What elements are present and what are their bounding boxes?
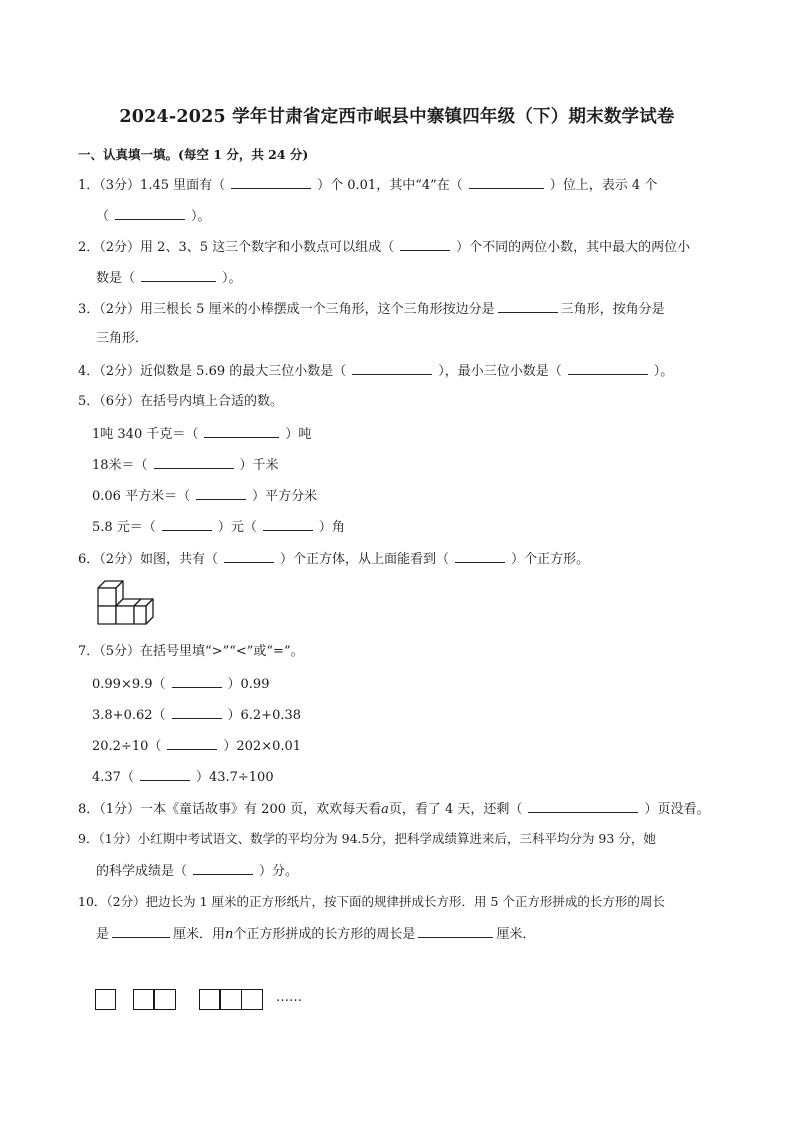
question-5-item-1: 1吨 340 千克＝（ ）吨 bbox=[92, 427, 312, 442]
square-3a bbox=[199, 989, 220, 1010]
question-5-stem: 5．（6分）在括号内填上合适的数。 bbox=[78, 394, 284, 409]
square-1 bbox=[95, 989, 116, 1010]
answer-blank[interactable] bbox=[352, 362, 432, 375]
answer-blank[interactable] bbox=[140, 768, 190, 781]
question-2-line-2: 数是（ ）。 bbox=[96, 271, 242, 286]
answer-blank[interactable] bbox=[167, 737, 217, 750]
answer-blank[interactable] bbox=[154, 456, 234, 469]
question-7-item-3: 20.2÷10（ ）202×0.01 bbox=[92, 739, 302, 754]
question-1-line-2: （ ）。 bbox=[96, 209, 211, 224]
question-3-line-2: 三角形． bbox=[96, 331, 149, 346]
question-7-stem: 7．（5分）在括号里填“>”“<”或“=”。 bbox=[78, 644, 304, 659]
answer-blank[interactable] bbox=[469, 176, 544, 189]
question-7-item-2: 3.8+0.62（ ）6.2+0.38 bbox=[92, 708, 302, 723]
answer-blank[interactable] bbox=[172, 675, 222, 688]
question-2-line-1: 2．（2分）用 2、3、5 这三个数字和小数点可以组成（ ）个不同的两位小数，其中最大的两位小 bbox=[78, 240, 691, 255]
square-2b bbox=[154, 989, 176, 1010]
answer-blank[interactable] bbox=[224, 550, 274, 563]
answer-blank[interactable] bbox=[455, 550, 505, 563]
question-9-line-2: 的科学成绩是（ ）分。 bbox=[96, 864, 299, 879]
question-6: 6．（2分）如图，共有（ ）个正方体，从上面能看到（ ）个正方形。 bbox=[78, 552, 590, 567]
answer-blank[interactable] bbox=[231, 176, 311, 189]
square-2a bbox=[133, 989, 154, 1010]
cubes-figure bbox=[96, 578, 158, 628]
question-5-item-2: 18米＝（ ）千米 bbox=[92, 458, 279, 473]
answer-blank[interactable] bbox=[568, 362, 648, 375]
answer-blank[interactable] bbox=[141, 269, 216, 282]
square-3c bbox=[241, 989, 263, 1010]
answer-blank[interactable] bbox=[172, 706, 222, 719]
exam-title: 2024-2025 学年甘肃省定西市岷县中寨镇四年级（下）期末数学试卷 bbox=[119, 107, 675, 127]
question-5-item-3: 0.06 平方米＝（ ）平方分米 bbox=[92, 489, 318, 504]
square-3b bbox=[220, 989, 242, 1010]
answer-blank[interactable] bbox=[204, 425, 279, 438]
question-8: 8．（1分）一本《童话故事》有 200 页，欢欢每天看a页，看了 4 天，还剩（ ）页没看。 bbox=[78, 802, 710, 817]
question-9-line-1: 9．（1分）小红期中考试语文、数学的平均分为 94.5分，把科学成绩算进来后，三科平均分为 93 分，她 bbox=[78, 831, 656, 846]
answer-blank[interactable] bbox=[498, 300, 558, 313]
question-1-line-1: 1．（3分）1.45 里面有（ ）个 0.01，其中“4”在（ ）位上，表示 4 个 bbox=[78, 178, 658, 193]
answer-blank[interactable] bbox=[400, 238, 450, 251]
answer-blank[interactable] bbox=[115, 207, 185, 220]
answer-blank[interactable] bbox=[112, 925, 170, 938]
question-10-line-2: 是 厘米．用n个正方形拼成的长方形的周长是 厘米． bbox=[96, 927, 536, 942]
question-5-item-4: 5.8 元＝（ ）元（ ）角 bbox=[92, 520, 345, 535]
answer-blank[interactable] bbox=[196, 487, 246, 500]
question-3-line-1: 3．（2分）用三根长 5 厘米的小棒摆成一个三角形，这个三角形按边分是 三角形，按角分是 bbox=[78, 302, 665, 317]
question-10-line-1: 10．（2分）把边长为 1 厘米的正方形纸片，按下面的规律拼成长方形．用 5 个正方形拼成的长方形的周长 bbox=[78, 894, 665, 909]
question-4: 4．（2分）近似数是 5.69 的最大三位小数是（ ），最小三位小数是（ ）。 bbox=[78, 364, 674, 379]
question-7-item-4: 4.37（ ）43.7÷100 bbox=[92, 770, 274, 785]
answer-blank[interactable] bbox=[263, 518, 313, 531]
answer-blank[interactable] bbox=[418, 925, 493, 938]
answer-blank[interactable] bbox=[162, 518, 212, 531]
answer-blank[interactable] bbox=[528, 800, 638, 813]
question-7-item-1: 0.99×9.9（ ）0.99 bbox=[92, 677, 270, 692]
ellipsis: …… bbox=[276, 990, 302, 1005]
section-heading: 一、认真填一填。(每空 1 分，共 24 分) bbox=[78, 147, 309, 162]
answer-blank[interactable] bbox=[193, 862, 253, 875]
